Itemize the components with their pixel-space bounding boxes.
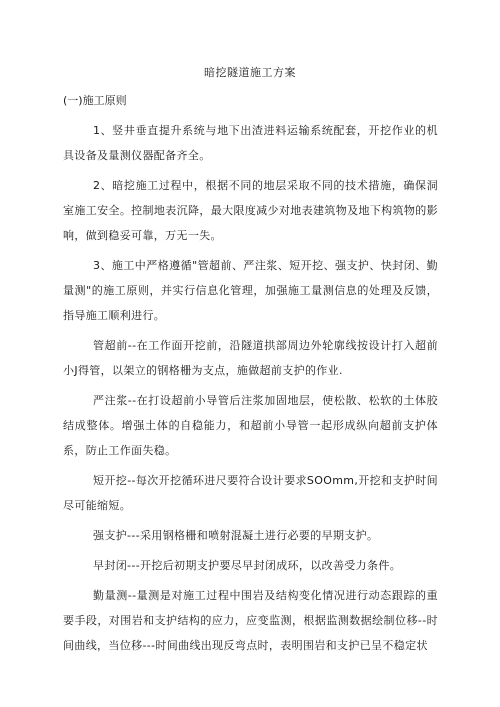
- paragraph: 管超前--在工作面开挖前，沿隧道拱部周边外轮廓线按设计打入超前小J得管，以架立的钢格栅为支点，施做超前支护的作业.: [63, 339, 438, 377]
- paragraph: 早封闭---开挖后初期支护要尽早封闭成环，以改善受力条件。: [93, 559, 402, 572]
- paragraph: 2、暗挖施工过程中，根据不同的地层采取不同的技术措施，确保洞室施工安全。控制地表沉降，最大限度减少对地表建筑物及地下构筑物的影响，做到稳妥可靠，万无一失。: [63, 179, 438, 242]
- document-body: [63, 118, 438, 663]
- paragraph: 勤量测--量测是对施工过程中围岩及结构变化情况进行动态跟踪的重要手段，对围岩和支护结构的应力，应变监测，根据监测数据绘制位移--时间曲线，当位移---时间曲线出现反弯点时，表明围岩和支护已呈不稳定状: [63, 589, 438, 652]
- document-title: 暗挖隧道施工方案: [204, 66, 296, 79]
- paragraph: 严注浆--在打设超前小导管后注浆加固地层，使松散、松软的土体胶结成整体。增强土体的自稳能力，和超前小导管一起形成纵向超前支护体系，防止工作面失稳。: [63, 394, 438, 457]
- paragraph: 1、竖井垂直提升系统与地下出渣进料运输系统配套，开挖作业的机具设备及量测仪器配备齐全。: [63, 124, 438, 162]
- paragraph: 强支护---采用钢格栅和喷射混凝土进行必要的早期支护。: [93, 529, 379, 542]
- paragraph: 短开挖--每次开挖循环进尺要符合设计要求SOOmm,开挖和支护时间尽可能缩短。: [63, 474, 438, 512]
- section-heading: (一)施工原则: [63, 94, 127, 107]
- paragraph: 3、施工中严格遵循"管超前、严注浆、短开挖、强支护、快封闭、勤量测"的施工原则，并实行信息化管理，加强施工量测信息的处理及反馈，指导施工顺利进行。: [63, 259, 438, 322]
